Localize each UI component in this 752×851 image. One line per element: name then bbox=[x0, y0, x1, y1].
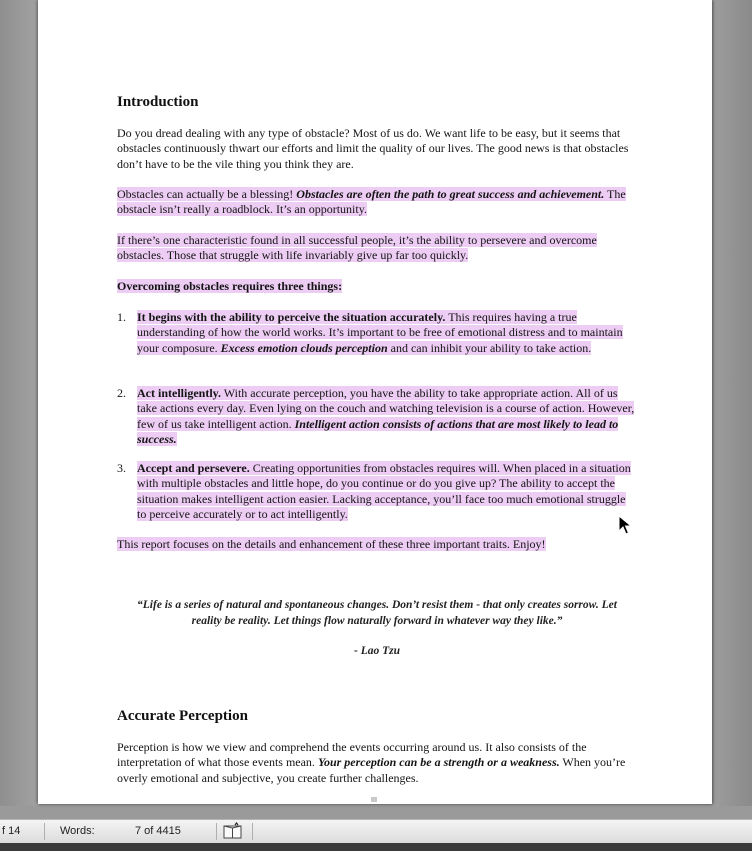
paragraph-perception bbox=[117, 740, 637, 786]
heading-introduction: Introduction bbox=[117, 94, 199, 110]
paragraph-three-things bbox=[117, 279, 637, 294]
document-page[interactable] bbox=[38, 0, 712, 804]
mouse-pointer-icon bbox=[618, 515, 632, 535]
paragraph-enjoy bbox=[117, 537, 637, 552]
book-check-icon[interactable] bbox=[222, 822, 244, 841]
status-bar bbox=[0, 819, 752, 844]
quote-author: - Lao Tzu bbox=[354, 645, 400, 657]
perception-emphasis: Your perception can be a strength or a weakness. bbox=[317, 755, 560, 770]
word-count-value[interactable]: 7 of 4415 bbox=[135, 825, 181, 837]
paragraph-blessing bbox=[117, 187, 637, 218]
status-divider bbox=[44, 823, 45, 840]
list-number: 3. bbox=[117, 461, 126, 475]
list-item-lead: It begins with the ability to perceive the situation accurately. bbox=[137, 310, 446, 324]
word-count-label[interactable]: Words: bbox=[60, 825, 95, 837]
page-break-marker bbox=[371, 797, 377, 802]
perception-text: Perception is how we view and comprehend the events occurring around us. It also consists of the interpretation of what those events mean. bbox=[117, 740, 587, 770]
list-item-text: Creating opportunities from obstacles requires will. When placed in a situation with multiple obstacles and little hope, do you continue or do you give up? The ability to accept the situation makes intelligent action easier. Lacking acceptance, you’ll face too much emotional struggle to perceive accurately or to act intelligently. bbox=[137, 461, 631, 522]
status-divider bbox=[252, 823, 253, 840]
list-number: 2. bbox=[117, 386, 126, 400]
paragraph-persevere bbox=[117, 233, 637, 264]
list-number: 1. bbox=[117, 310, 126, 324]
list-item-tail: and can inhibit your ability to take action. bbox=[387, 340, 592, 355]
enjoy-text: This report focuses on the details and enhancement of these three important traits. Enjoy! bbox=[117, 537, 546, 551]
paragraph-intro: Do you dread dealing with any type of obstacle? Most of us do. We want life to be easy, but it seems that obstacles continuously thwart our efforts and limit the quality of our lives. The good news is that obstacles don’t have to be the vile thing you think they are. bbox=[117, 126, 629, 171]
blessing-emphasis: Obstacles are often the path to great success and achievement. bbox=[296, 187, 605, 201]
blessing-tail: The obstacle isn’t really a roadblock. It’s an opportunity. bbox=[117, 187, 626, 217]
heading-accurate-perception: Accurate Perception bbox=[117, 708, 248, 724]
window-bottom-edge bbox=[0, 843, 752, 851]
list-item-text: This requires having a true understanding of how the world works. It’s important to be free of emotional distress and to maintain your composure. bbox=[137, 310, 623, 355]
quote-text: “Life is a series of natural and spontaneous changes. Don’t resist them - that only creates sorrow. Let reality be reality. Let things flow naturally forward in whatever way they like.” bbox=[137, 599, 617, 627]
persevere-text: If there’s one characteristic found in all successful people, it’s the ability to persevere and overcome obstacles. Those that struggle with life invariably give up far too quickly. bbox=[117, 233, 597, 263]
list-item-emphasis: Excess emotion clouds perception bbox=[220, 340, 388, 355]
three-things-text: Overcoming obstacles requires three things: bbox=[117, 279, 343, 293]
list-item-emphasis: Intelligent action consists of actions that are most likely to lead to success. bbox=[137, 416, 619, 447]
blessing-text: Obstacles can actually be a blessing! bbox=[117, 187, 297, 201]
list-item-lead: Accept and persevere. bbox=[137, 461, 250, 475]
list-item-text: With accurate perception, you have the ability to take appropriate action. All of us take actions every day. Even lying on the couch and watching television is a course of action. However, few of us take intelligent action. bbox=[137, 386, 635, 431]
list-item-lead: Act intelligently. bbox=[137, 386, 221, 400]
perception-tail: When you’re overly emotional and subjective, you create further challenges. bbox=[117, 755, 626, 785]
status-divider bbox=[216, 823, 217, 840]
page-count[interactable]: f 14 bbox=[2, 825, 21, 837]
